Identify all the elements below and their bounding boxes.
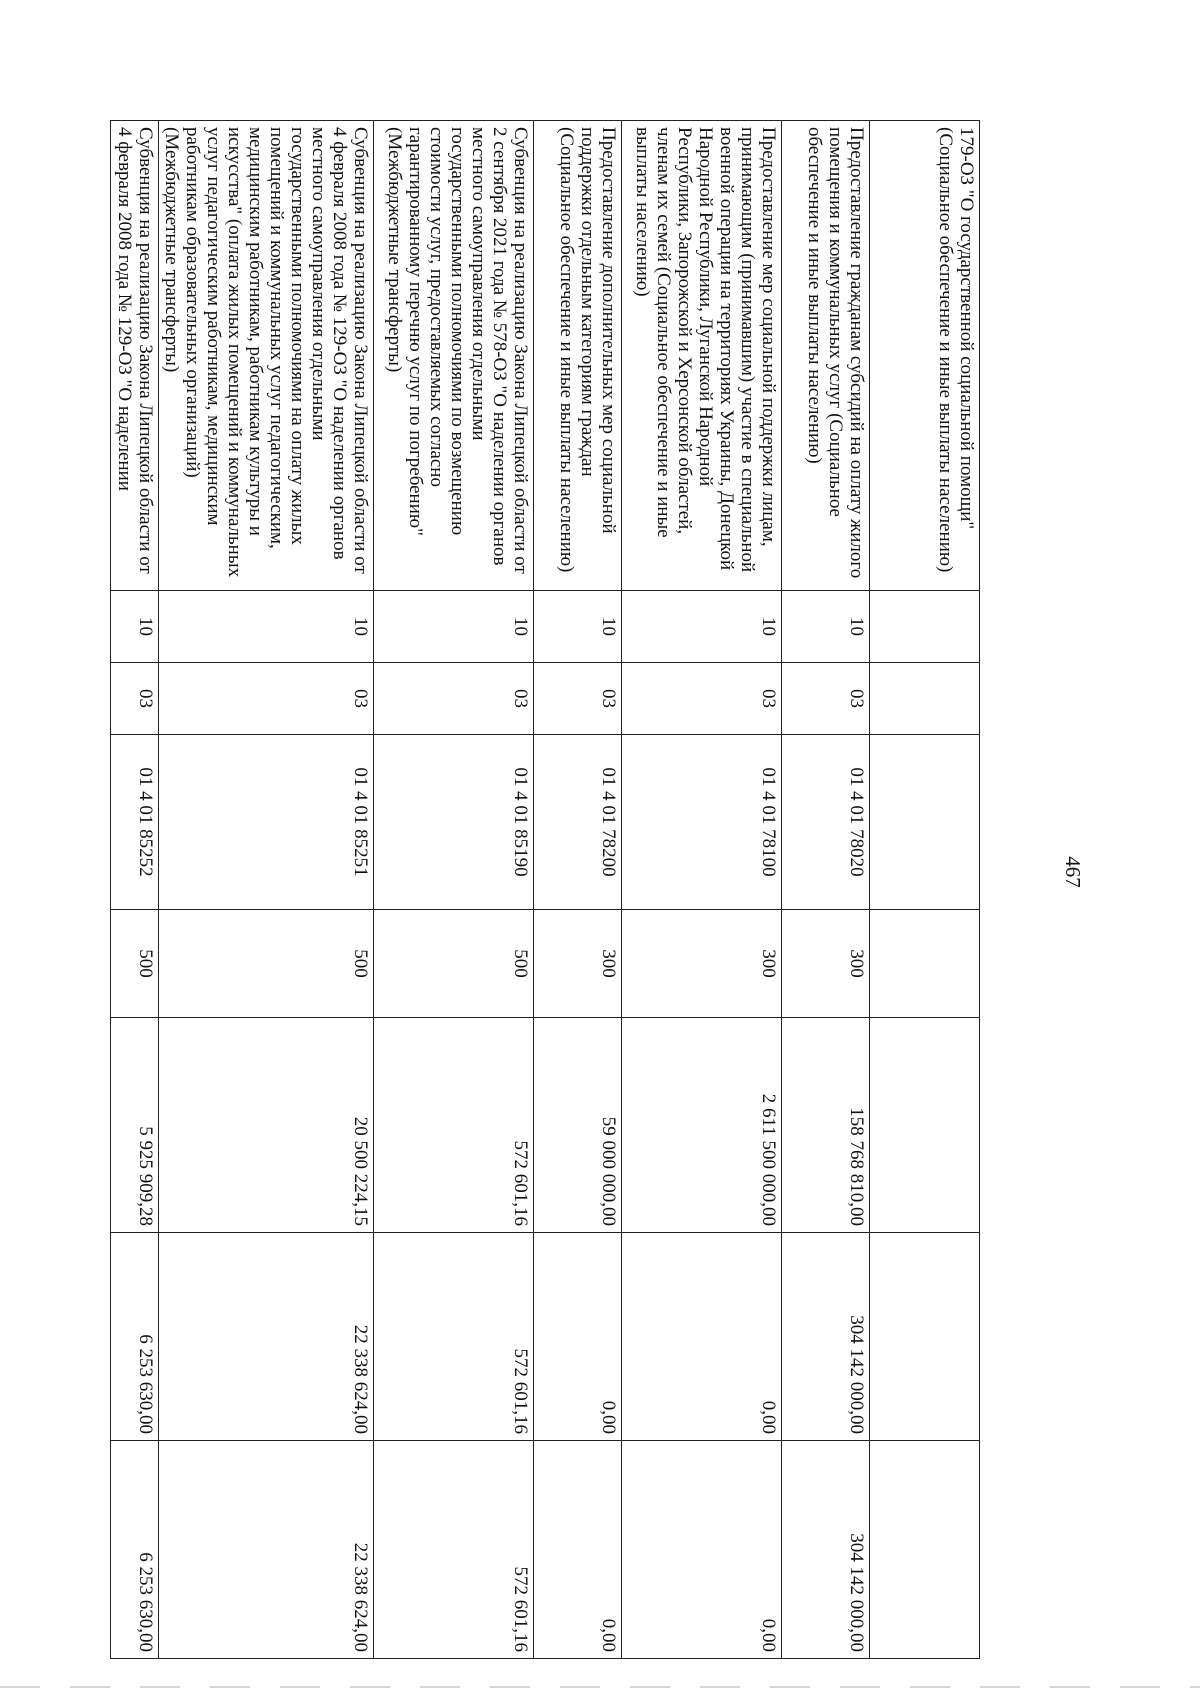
row-section-code: 10 <box>159 591 374 663</box>
row-name: Предоставление мер социальной поддержки лицам, принимающим (принимавшим) участие в специальной военной операции на территориях Украины, Донецкой Народной Республики, Луганской Народной Республики, Запорожской и Херсонской областей, членам их семей (Социальное обеспечение и иные выплаты населению) <box>622 121 782 591</box>
row-amount-year1: 20 500 224,15 <box>159 1018 374 1233</box>
row-subsection-code: 03 <box>534 663 622 735</box>
row-target-article-code: 01 4 01 78200 <box>534 735 622 910</box>
row-amount-year1: 572 601,16 <box>374 1018 534 1233</box>
row-expense-type-code: 500 <box>111 910 159 1018</box>
row-amount-year3: 6 253 630,00 <box>111 1441 159 1659</box>
table-row <box>622 121 782 1659</box>
row-amount-year1: 2 611 500 000,00 <box>622 1018 782 1233</box>
row-subsection-code: 03 <box>159 663 374 735</box>
budget-table <box>110 120 980 1659</box>
row-target-article-code: 01 4 01 85251 <box>159 735 374 910</box>
row-section-code: 10 <box>374 591 534 663</box>
row-expense-type-code <box>870 910 980 1018</box>
row-amount-year2: 0,00 <box>534 1233 622 1441</box>
row-subsection-code: 03 <box>782 663 870 735</box>
row-amount-year3: 304 142 000,00 <box>782 1441 870 1659</box>
row-target-article-code: 01 4 01 78020 <box>782 735 870 910</box>
row-amount-year2: 572 601,16 <box>374 1233 534 1441</box>
row-name: Предоставление дополнительных мер социальной поддержки отдельным категориям граждан (Социальное обеспечение и иные выплаты населению) <box>534 121 622 591</box>
row-expense-type-code: 300 <box>534 910 622 1018</box>
table-row <box>534 121 622 1659</box>
table-viewport <box>114 120 980 1700</box>
row-name: 179-ОЗ "О государственной социальной помощи" (Социальное обеспечение и иные выплаты населению) <box>870 121 980 591</box>
row-target-article-code: 01 4 01 78100 <box>622 735 782 910</box>
row-section-code: 10 <box>622 591 782 663</box>
row-amount-year2: 22 338 624,00 <box>159 1233 374 1441</box>
table-row <box>870 121 980 1659</box>
row-name: Субвенция на реализацию Закона Липецкой области от 4 февраля 2008 года № 129-ОЗ "О наделении <box>111 121 159 591</box>
row-expense-type-code: 300 <box>782 910 870 1018</box>
table-row <box>782 121 870 1659</box>
row-amount-year1 <box>870 1018 980 1233</box>
row-amount-year2: 304 142 000,00 <box>782 1233 870 1441</box>
row-target-article-code: 01 4 01 85252 <box>111 735 159 910</box>
rotated-table-container <box>114 120 980 1700</box>
row-amount-year3 <box>870 1441 980 1659</box>
row-section-code <box>870 591 980 663</box>
row-amount-year2: 6 253 630,00 <box>111 1233 159 1441</box>
page-number: 467 <box>1060 856 1085 888</box>
table-row <box>374 121 534 1659</box>
scan-artifact-line <box>0 1686 1200 1688</box>
row-name: Субвенция на реализацию Закона Липецкой области от 4 февраля 2008 года № 129-ОЗ "О наделении органов местного самоуправления отдельными государственными полномочиями на оплату жилых помещений и коммунальных услуг педагогическим, медицинским работникам, работникам культуры и искусства" (оплата жилых помещений и коммунальных услуг педагогическим работникам, медицинским работникам образовательных организаций) (Межбюджетные трансферты) <box>159 121 374 591</box>
row-target-article-code <box>870 735 980 910</box>
row-target-article-code: 01 4 01 85190 <box>374 735 534 910</box>
row-name: Субвенция на реализацию Закона Липецкой области от 2 сентября 2021 года № 578-ОЗ "О наделении органов местного самоуправления отдельными государственными полномочиями по возмещению стоимости услуг, предоставляемых согласно гарантированному перечню услуг по погребению" (Межбюджетные трансферты) <box>374 121 534 591</box>
table-row <box>159 121 374 1659</box>
row-amount-year3: 22 338 624,00 <box>159 1441 374 1659</box>
row-name: Предоставление гражданам субсидий на оплату жилого помещения и коммунальных услуг (Социальное обеспечение и иные выплаты населению) <box>782 121 870 591</box>
table-row <box>111 121 159 1659</box>
row-amount-year3: 0,00 <box>534 1441 622 1659</box>
row-amount-year2: 0,00 <box>622 1233 782 1441</box>
row-subsection-code: 03 <box>622 663 782 735</box>
row-subsection-code: 03 <box>111 663 159 735</box>
row-amount-year1: 5 925 909,28 <box>111 1018 159 1233</box>
row-expense-type-code: 500 <box>159 910 374 1018</box>
row-subsection-code <box>870 663 980 735</box>
row-amount-year2 <box>870 1233 980 1441</box>
row-section-code: 10 <box>534 591 622 663</box>
row-amount-year1: 158 768 810,00 <box>782 1018 870 1233</box>
row-amount-year3: 572 601,16 <box>374 1441 534 1659</box>
row-amount-year3: 0,00 <box>622 1441 782 1659</box>
row-section-code: 10 <box>111 591 159 663</box>
row-expense-type-code: 300 <box>622 910 782 1018</box>
row-amount-year1: 59 000 000,00 <box>534 1018 622 1233</box>
row-section-code: 10 <box>782 591 870 663</box>
row-subsection-code: 03 <box>374 663 534 735</box>
row-expense-type-code: 500 <box>374 910 534 1018</box>
